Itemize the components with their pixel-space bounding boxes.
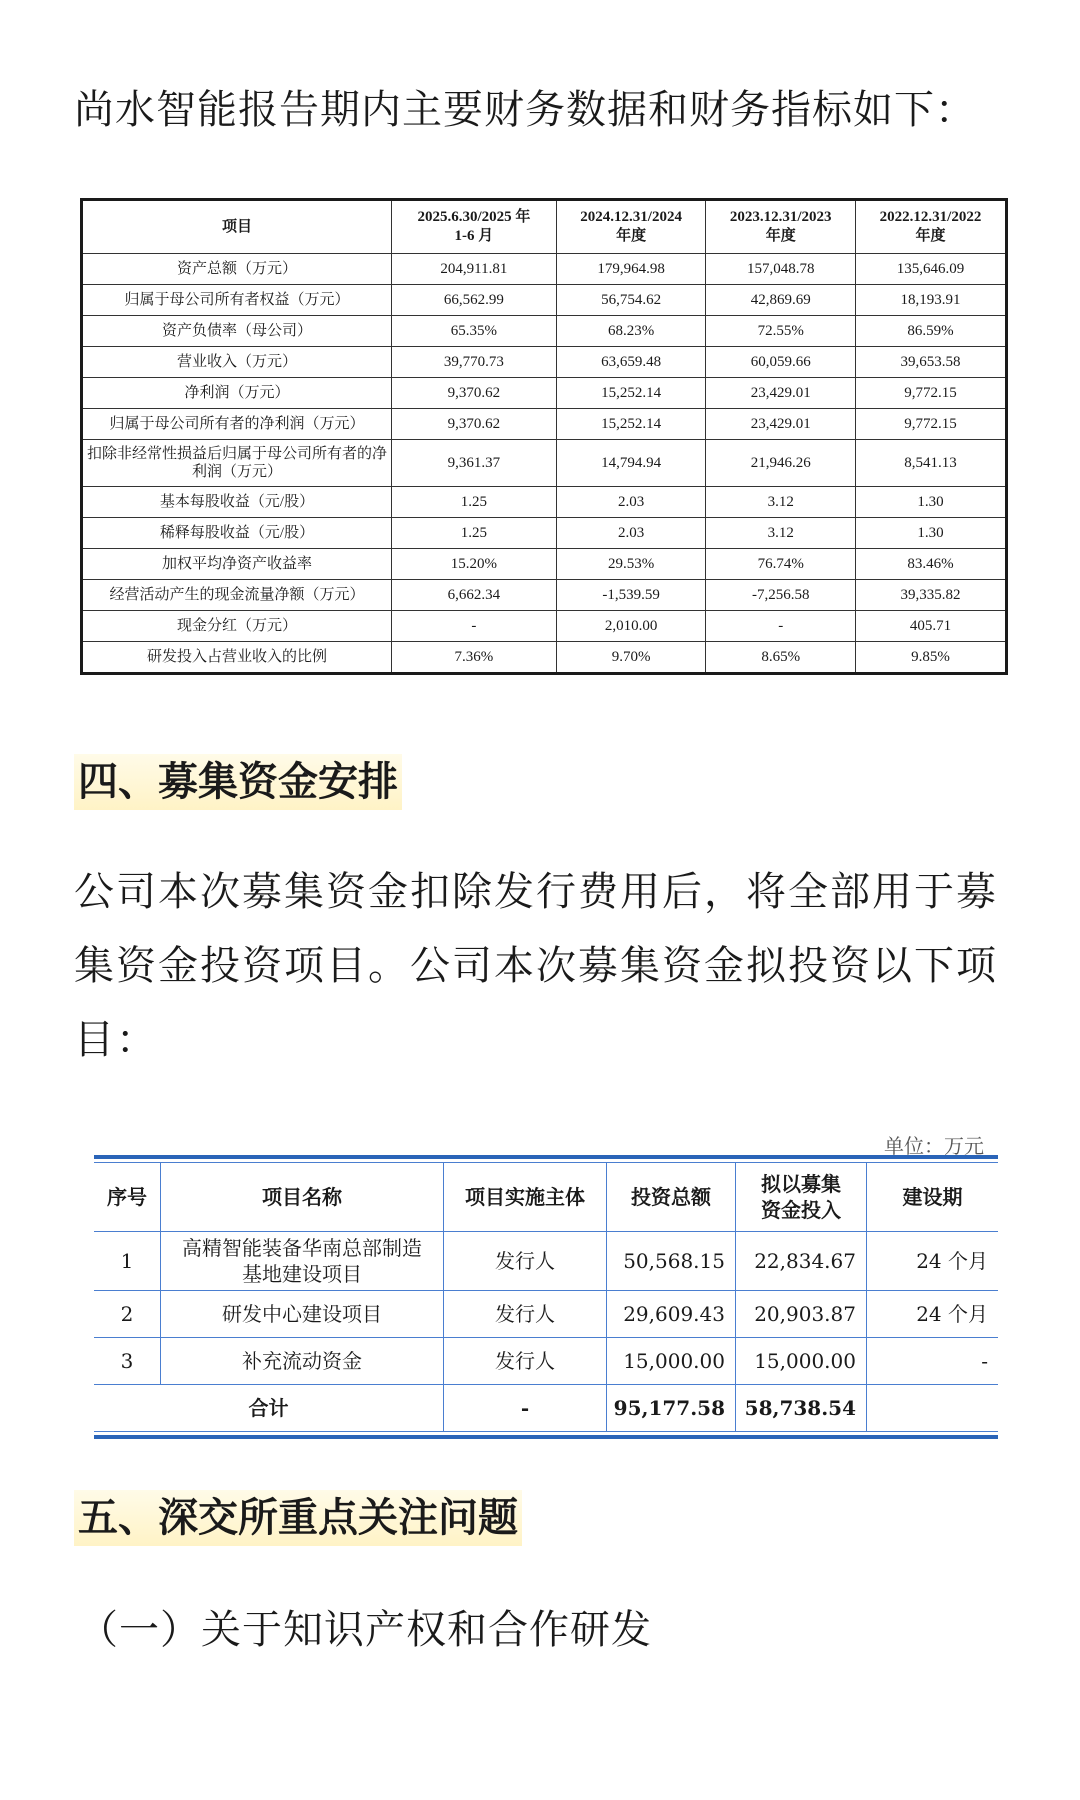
- cell: 42,869.69: [706, 285, 856, 316]
- header-2024: 2024.12.31/2024 年度: [556, 200, 706, 254]
- cell: 15,252.14: [556, 378, 706, 409]
- row-label: 扣除非经常性损益后归属于母公司所有者的净利润（万元）: [82, 440, 392, 487]
- table-row: [82, 409, 1007, 440]
- cell: 2.03: [556, 518, 706, 549]
- cell: 56,754.62: [556, 285, 706, 316]
- cell: 3.12: [706, 487, 856, 518]
- cell-period: -: [867, 1338, 999, 1385]
- fund-table-container: [94, 1155, 998, 1439]
- cell: 14,794.94: [556, 440, 706, 487]
- row-label: 净利润（万元）: [82, 378, 392, 409]
- table-row: [82, 347, 1007, 378]
- cell: 2,010.00: [556, 611, 706, 642]
- cell: 15,252.14: [556, 409, 706, 440]
- cell: 39,653.58: [856, 347, 1007, 378]
- header-project-name: 项目名称: [161, 1163, 444, 1232]
- cell: 60,059.66: [706, 347, 856, 378]
- cell: 65.35%: [392, 316, 557, 347]
- financial-data-table: [80, 198, 1008, 675]
- cell: 1.30: [856, 518, 1007, 549]
- header-entity: 项目实施主体: [444, 1163, 607, 1232]
- header-item: 项目: [82, 200, 392, 254]
- cell: 21,946.26: [706, 440, 856, 487]
- cell-seq: 3: [94, 1338, 161, 1385]
- table-row: [82, 487, 1007, 518]
- table-row: [82, 642, 1007, 674]
- subsection-heading: （一）关于知识产权和合作研发: [78, 1607, 652, 1653]
- cell: 72.55%: [706, 316, 856, 347]
- total-raised: 58,738.54: [736, 1385, 867, 1432]
- header-raised-funds: 拟以募集 资金投入: [736, 1163, 867, 1232]
- cell: -7,256.58: [706, 580, 856, 611]
- total-period: [867, 1385, 999, 1432]
- cell: 9,772.15: [856, 378, 1007, 409]
- unit-label: 单位：万元: [884, 1134, 984, 1158]
- header-2023: 2023.12.31/2023 年度: [706, 200, 856, 254]
- table-row: [94, 1232, 998, 1291]
- cell-raised: 15,000.00: [736, 1338, 867, 1385]
- header-2022: 2022.12.31/2022 年度: [856, 200, 1007, 254]
- cell-project-name: 高精智能装备华南总部制造基地建设项目: [161, 1232, 444, 1291]
- cell: 9.85%: [856, 642, 1007, 674]
- cell: 76.74%: [706, 549, 856, 580]
- cell-seq: 1: [94, 1232, 161, 1291]
- cell: 23,429.01: [706, 378, 856, 409]
- total-investment: 95,177.58: [607, 1385, 736, 1432]
- cell-seq: 2: [94, 1291, 161, 1338]
- cell-total: 50,568.15: [607, 1232, 736, 1291]
- cell: 8.65%: [706, 642, 856, 674]
- cell: 23,429.01: [706, 409, 856, 440]
- cell: 135,646.09: [856, 254, 1007, 285]
- section-4-title: 四、募集资金安排: [74, 754, 402, 810]
- cell: 18,193.91: [856, 285, 1007, 316]
- row-label: 研发投入占营业收入的比例: [82, 642, 392, 674]
- row-label: 稀释每股收益（元/股）: [82, 518, 392, 549]
- cell: 15.20%: [392, 549, 557, 580]
- table-header-row: [94, 1163, 998, 1232]
- row-label: 加权平均净资产收益率: [82, 549, 392, 580]
- header-2025h1: 2025.6.30/2025 年 1-6 月: [392, 200, 557, 254]
- cell: 405.71: [856, 611, 1007, 642]
- cell-entity: 发行人: [444, 1291, 607, 1338]
- cell: 204,911.81: [392, 254, 557, 285]
- cell: 1.25: [392, 518, 557, 549]
- cell: 157,048.78: [706, 254, 856, 285]
- table-row: [82, 518, 1007, 549]
- cell-period: 24 个月: [867, 1232, 999, 1291]
- cell: 6,662.34: [392, 580, 557, 611]
- cell: 9,370.62: [392, 378, 557, 409]
- cell: 68.23%: [556, 316, 706, 347]
- cell-period: 24 个月: [867, 1291, 999, 1338]
- cell: 2.03: [556, 487, 706, 518]
- section-4-paragraph: 公司本次募集资金扣除发行费用后，将全部用于募集资金投资项目。公司本次募集资金拟投资以下项目：: [74, 869, 998, 1063]
- fundraising-table: [94, 1162, 998, 1432]
- table-row: [94, 1291, 998, 1338]
- table-row: [82, 285, 1007, 316]
- cell: 9,361.37: [392, 440, 557, 487]
- cell-raised: 20,903.87: [736, 1291, 867, 1338]
- cell: 9,772.15: [856, 409, 1007, 440]
- cell: 8,541.13: [856, 440, 1007, 487]
- cell-project-name: 研发中心建设项目: [161, 1291, 444, 1338]
- table-total-row: [94, 1385, 998, 1432]
- table-row: [82, 549, 1007, 580]
- table-header-row: [82, 200, 1007, 254]
- cell: 3.12: [706, 518, 856, 549]
- cell: 7.36%: [392, 642, 557, 674]
- cell-entity: 发行人: [444, 1338, 607, 1385]
- cell: 9.70%: [556, 642, 706, 674]
- cell: 9,370.62: [392, 409, 557, 440]
- cell: -: [392, 611, 557, 642]
- table-row: [82, 611, 1007, 642]
- row-label: 基本每股收益（元/股）: [82, 487, 392, 518]
- cell-raised: 22,834.67: [736, 1232, 867, 1291]
- cell: 1.25: [392, 487, 557, 518]
- cell: 1.30: [856, 487, 1007, 518]
- table-row: [94, 1338, 998, 1385]
- table-row: [82, 316, 1007, 347]
- row-label: 归属于母公司所有者的净利润（万元）: [82, 409, 392, 440]
- cell: 39,335.82: [856, 580, 1007, 611]
- row-label: 经营活动产生的现金流量净额（万元）: [82, 580, 392, 611]
- row-label: 资产总额（万元）: [82, 254, 392, 285]
- cell-project-name: 补充流动资金: [161, 1338, 444, 1385]
- table-row: [82, 378, 1007, 409]
- row-label: 资产负债率（母公司）: [82, 316, 392, 347]
- cell-entity: 发行人: [444, 1232, 607, 1291]
- header-construction-period: 建设期: [867, 1163, 999, 1232]
- cell-total: 15,000.00: [607, 1338, 736, 1385]
- cell: 83.46%: [856, 549, 1007, 580]
- table-row: [82, 580, 1007, 611]
- table-row: [82, 254, 1007, 285]
- section-5-title: 五、深交所重点关注问题: [74, 1490, 522, 1546]
- table-row: [82, 440, 1007, 487]
- row-label: 营业收入（万元）: [82, 347, 392, 378]
- cell: 39,770.73: [392, 347, 557, 378]
- cell: 29.53%: [556, 549, 706, 580]
- header-seq: 序号: [94, 1163, 161, 1232]
- row-label: 现金分红（万元）: [82, 611, 392, 642]
- header-total-investment: 投资总额: [607, 1163, 736, 1232]
- cell: 86.59%: [856, 316, 1007, 347]
- row-label: 归属于母公司所有者权益（万元）: [82, 285, 392, 316]
- cell: 66,562.99: [392, 285, 557, 316]
- cell: -1,539.59: [556, 580, 706, 611]
- cell-total: 29,609.43: [607, 1291, 736, 1338]
- cell: 179,964.98: [556, 254, 706, 285]
- total-label: 合计: [94, 1385, 444, 1432]
- intro-text: 尚水智能报告期内主要财务数据和财务指标如下：: [74, 87, 976, 133]
- cell: 63,659.48: [556, 347, 706, 378]
- total-entity: -: [444, 1385, 607, 1432]
- cell: -: [706, 611, 856, 642]
